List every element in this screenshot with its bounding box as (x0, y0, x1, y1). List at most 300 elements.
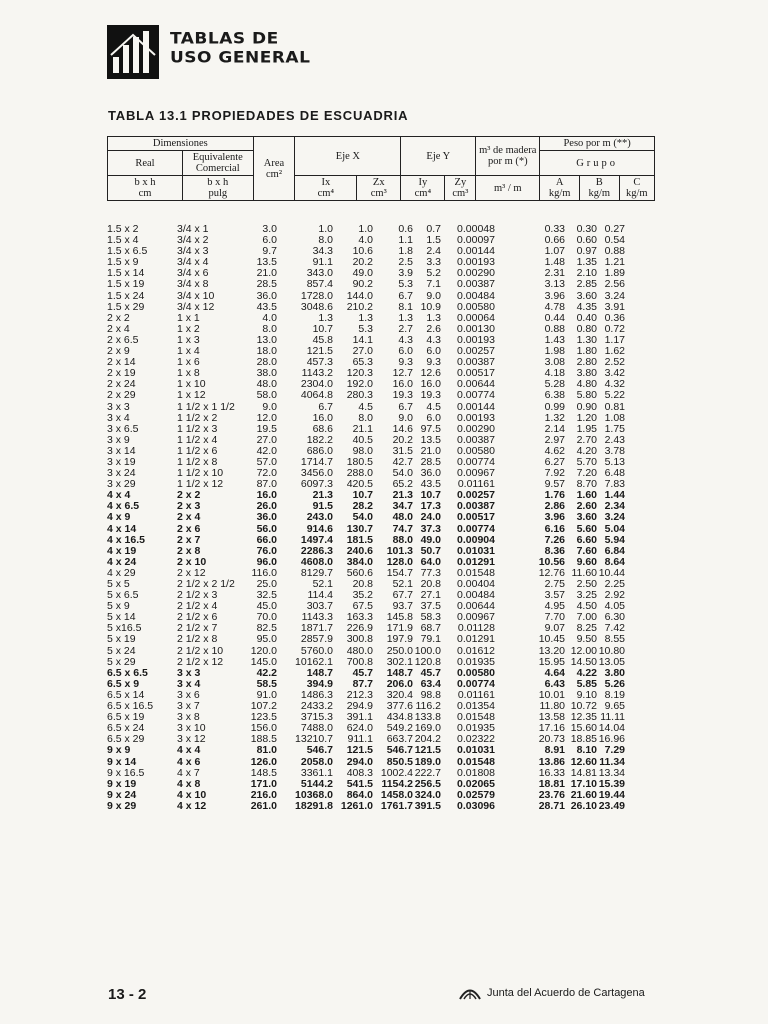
cell-equivalente: 1 1/2 x 6 (177, 444, 218, 457)
cell-zx: 49.0 (352, 267, 373, 280)
cell-peso-c: 5.22 (604, 389, 625, 402)
cell-peso-a: 10.01 (538, 688, 565, 701)
cell-zy: 1.3 (426, 311, 441, 324)
cell-gap (495, 224, 531, 235)
cell-area: 36.0 (256, 289, 277, 302)
cell-equivalente: 2 x 6 (177, 522, 201, 535)
cell-m3: 0.00144 (457, 245, 495, 258)
cell-peso-b: 1.60 (576, 489, 597, 502)
cell-gap (495, 324, 531, 335)
cell-equivalente: 3/4 x 10 (177, 289, 215, 302)
cell-ix: 1486.3 (300, 688, 333, 701)
cell-iy: 154.7 (386, 566, 413, 579)
cell-peso-b: 10.72 (570, 700, 597, 713)
cell-peso-b: 8.25 (576, 622, 597, 635)
cell-iy: 2.5 (398, 256, 413, 269)
cell-m3: 0.00580 (457, 444, 495, 457)
cell-m3: 0.00644 (457, 378, 495, 391)
cell-m3: 0.00257 (457, 345, 495, 358)
cell-ix: 45.8 (312, 333, 333, 346)
cell-zx: 10.7 (352, 489, 373, 502)
cell-gap (495, 601, 531, 612)
cell-equivalente: 1 1/2 x 1 1/2 (177, 400, 235, 413)
cell-peso-a: 15.95 (538, 655, 565, 668)
cell-zy: 3.3 (426, 256, 441, 269)
cell-area: 72.0 (256, 467, 277, 480)
header-real-unit-1: b x h (134, 177, 156, 188)
cell-peso-b: 1.80 (576, 345, 597, 358)
cell-equivalente: 4 x 7 (177, 766, 200, 779)
cell-area: 66.0 (256, 533, 277, 546)
cell-gap (495, 679, 531, 690)
cell-peso-a: 7.70 (544, 611, 565, 624)
cell-zy: 36.0 (420, 467, 441, 480)
cell-equivalente: 4 x 6 (177, 755, 201, 768)
cell-gap (495, 402, 531, 413)
cell-real: 1.5 x 2 (107, 223, 139, 235)
cell-m3: 0.00774 (457, 455, 495, 468)
cell-peso-a: 8.36 (544, 544, 565, 557)
cell-equivalente: 4 x 12 (177, 799, 207, 812)
cell-area: 6.0 (262, 234, 277, 247)
cell-peso-a: 23.76 (538, 788, 565, 801)
cell-peso-b: 0.30 (576, 223, 597, 235)
cell-gap (495, 335, 531, 346)
header-area-unit: cm² (266, 168, 282, 180)
cell-zy: 189.0 (414, 755, 441, 768)
cell-peso-b: 26.10 (570, 799, 597, 812)
cell-peso-a: 2.86 (544, 500, 565, 513)
cell-real: 6.5 x 29 (107, 733, 145, 746)
cell-iy: 52.1 (392, 578, 413, 590)
cell-area: 36.0 (256, 511, 277, 524)
cell-peso-a: 3.96 (544, 289, 565, 302)
cell-area: 28.5 (256, 278, 277, 291)
cell-zx: 560.6 (346, 566, 373, 579)
header-real-unit (108, 176, 183, 201)
cell-zx: 911.1 (347, 733, 373, 746)
cell-m3: 0.00290 (457, 422, 495, 435)
cell-ix: 8129.7 (300, 566, 333, 579)
cell-peso-a: 2.75 (544, 578, 565, 590)
cell-m3: 0.01935 (457, 722, 495, 735)
cell-ix: 114.4 (307, 589, 333, 602)
cell-peso-c: 0.27 (604, 223, 625, 235)
cell-peso-b: 0.97 (576, 245, 597, 258)
cell-zy: 19.3 (420, 389, 441, 402)
cell-zx: 27.0 (352, 345, 373, 358)
cell-equivalente: 3 x 10 (177, 722, 206, 735)
cell-peso-b: 5.85 (576, 677, 597, 690)
header-equiv-unit-1: b x h (207, 177, 229, 188)
cell-zx: 294.0 (346, 755, 373, 768)
cell-zy: 17.3 (420, 500, 441, 513)
header-iy-label: Iy (418, 177, 428, 188)
cell-zx: 180.5 (346, 455, 373, 468)
cell-peso-b: 3.60 (576, 511, 597, 524)
page-number: 13 - 2 (108, 986, 147, 1003)
cell-zy: 9.0 (426, 289, 441, 302)
cell-m3: 0.00387 (457, 500, 495, 513)
header-ix-unit: cm⁴ (317, 188, 335, 199)
cell-iy: 302.1 (386, 655, 413, 668)
cell-m3: 0.01291 (457, 633, 495, 646)
cell-zy: 5.2 (426, 267, 441, 280)
header-equiv-unit-2: pulg (208, 188, 228, 199)
cell-gap (495, 524, 531, 535)
cell-peso-b: 12.60 (570, 755, 597, 768)
cell-gap (495, 634, 531, 645)
header-real-unit-2: cm (138, 188, 152, 199)
cell-peso-b: 0.80 (576, 322, 597, 335)
cell-equivalente: 2 1/2 x 6 (177, 611, 218, 624)
cell-peso-b: 8.10 (576, 744, 597, 757)
cell-zy: 222.7 (414, 766, 441, 779)
table-row (107, 801, 655, 812)
cell-peso-c: 3.78 (604, 444, 625, 457)
cell-equivalente: 3/4 x 1 (177, 223, 209, 235)
cell-gap (495, 590, 531, 601)
cell-ix: 6.7 (318, 400, 333, 413)
cell-gap (495, 424, 531, 435)
cell-peso-a: 1.76 (544, 489, 565, 502)
cell-zx: 35.2 (352, 589, 373, 602)
cell-m3: 0.00064 (457, 311, 495, 324)
cell-equivalente: 2 x 10 (177, 555, 207, 568)
cell-real: 4 x 19 (107, 544, 137, 557)
cell-gap (495, 390, 531, 401)
cell-iy: 14.6 (392, 422, 413, 435)
cell-real: 9 x 19 (107, 777, 137, 790)
cell-iy: 20.2 (392, 433, 413, 446)
cell-real: 3 x 9 (107, 433, 130, 446)
cell-peso-a: 1.48 (544, 256, 565, 269)
cell-peso-b: 14.81 (570, 766, 597, 779)
cell-peso-c: 1.21 (604, 256, 625, 269)
cell-zy: 37.5 (420, 600, 441, 613)
cell-peso-a: 3.08 (544, 356, 565, 369)
cell-ix: 5760.0 (300, 644, 333, 657)
cell-area: 145.0 (250, 655, 277, 668)
cell-peso-b: 3.60 (576, 289, 597, 302)
header-zx-label: Zx (372, 177, 385, 188)
cell-peso-c: 3.80 (604, 666, 625, 679)
cell-peso-a: 2.97 (544, 433, 565, 446)
cell-iy: 0.6 (398, 223, 413, 235)
cell-zx: 700.8 (346, 655, 373, 668)
cell-zy: 2.4 (426, 245, 441, 258)
cell-zy: 6.0 (426, 411, 441, 424)
table-row (107, 279, 655, 290)
cell-zy: 49.0 (420, 533, 441, 546)
cell-peso-c: 8.19 (604, 688, 625, 701)
cell-real: 2 x 24 (107, 378, 136, 391)
cell-real: 1.5 x 9 (107, 256, 139, 269)
cell-peso-a: 16.33 (538, 766, 565, 779)
cell-equivalente: 2 x 12 (177, 566, 206, 579)
cell-real: 4 x 6.5 (107, 500, 140, 513)
cell-peso-a: 4.78 (544, 300, 565, 313)
cell-zx: 226.9 (346, 622, 373, 635)
cell-iy: 128.0 (386, 555, 413, 568)
cell-peso-c: 8.64 (604, 555, 625, 568)
cell-iy: 549.2 (386, 722, 413, 735)
cell-equivalente: 2 1/2 x 4 (177, 600, 218, 613)
cell-peso-b: 21.60 (570, 788, 597, 801)
cell-gap (495, 257, 531, 268)
cell-iy: 206.0 (386, 677, 413, 690)
cell-m3: 0.00097 (457, 234, 495, 247)
cell-iy: 1761.7 (380, 799, 413, 812)
cell-ix: 3048.6 (300, 300, 333, 313)
cell-area: 27.0 (256, 433, 277, 446)
cell-zy: 79.1 (420, 633, 441, 646)
cell-iy: 148.7 (386, 666, 413, 679)
header-eje-y: Eje Y (401, 137, 476, 176)
cell-real: 5 x 5 (107, 578, 130, 590)
cell-zx: 1.0 (358, 223, 373, 235)
cell-m3: 0.00580 (457, 666, 495, 679)
cell-peso-a: 7.92 (544, 467, 565, 480)
cell-zy: 24.0 (420, 511, 441, 524)
cell-equivalente: 2 x 7 (177, 533, 201, 546)
cell-m3: 0.01128 (457, 622, 495, 635)
cell-peso-c: 1.75 (604, 422, 625, 435)
cell-peso-a: 7.26 (544, 533, 565, 546)
cell-area: 8.0 (262, 322, 277, 335)
cell-real: 4 x 9 (107, 511, 131, 524)
cell-ix: 1143.3 (301, 611, 333, 624)
cell-peso-b: 1.35 (576, 256, 597, 269)
cell-peso-c: 2.34 (604, 500, 625, 513)
cell-zx: 391.1 (346, 711, 373, 724)
cell-zy: 9.3 (426, 356, 441, 369)
header-c-label: C (633, 177, 641, 188)
cell-equivalente: 4 x 4 (177, 744, 201, 757)
cell-real: 4 x 4 (107, 489, 131, 502)
cell-ix: 68.6 (312, 422, 333, 435)
cell-peso-c: 1.44 (604, 489, 625, 502)
cell-gap (495, 668, 531, 679)
cell-real: 4 x 24 (107, 555, 137, 568)
cell-area: 21.0 (256, 267, 277, 280)
cell-ix: 6097.3 (300, 478, 333, 491)
cell-peso-b: 4.22 (576, 666, 597, 679)
cell-zy: 10.7 (420, 489, 441, 502)
cell-real: 5 x 29 (107, 655, 136, 668)
cell-peso-b: 5.60 (576, 522, 597, 535)
cell-ix: 2286.3 (300, 544, 333, 557)
cell-m3: 0.00517 (457, 511, 495, 524)
cell-peso-c: 14.04 (598, 722, 625, 735)
cell-zy: 2.6 (426, 322, 441, 335)
cell-peso-b: 2.60 (576, 500, 597, 513)
header-iy (401, 176, 445, 201)
cell-zy: 204.2 (414, 733, 441, 746)
cell-m3: 0.00404 (457, 578, 495, 590)
cell-ix: 21.3 (312, 489, 333, 502)
cell-peso-c: 2.92 (604, 589, 625, 602)
header-zx (357, 176, 401, 201)
cell-peso-c: 5.04 (604, 522, 625, 535)
cell-peso-c: 2.25 (604, 578, 625, 590)
cell-area: 13.0 (256, 333, 277, 346)
cell-equivalente: 1 1/2 x 4 (177, 433, 218, 446)
cell-real: 9 x 14 (107, 755, 137, 768)
cell-peso-b: 2.80 (576, 356, 597, 369)
cell-peso-b: 9.50 (576, 633, 597, 646)
cell-m3: 0.01935 (457, 655, 495, 668)
table-row (107, 646, 655, 657)
cell-peso-a: 6.43 (544, 677, 565, 690)
cell-peso-a: 1.98 (544, 345, 565, 358)
cell-ix: 2304.0 (300, 378, 333, 391)
cell-iy: 663.7 (386, 733, 413, 746)
cell-ix: 52.1 (312, 578, 333, 590)
cell-ix: 1.3 (318, 311, 333, 324)
cell-peso-b: 15.60 (570, 722, 597, 735)
header-b-unit: kg/m (588, 188, 611, 199)
cell-peso-a: 20.73 (538, 733, 565, 746)
cell-iy: 145.8 (386, 611, 413, 624)
cell-iy: 19.3 (392, 389, 413, 402)
cell-gap (495, 246, 531, 257)
cell-ix: 13210.7 (295, 733, 333, 746)
cell-equivalente: 4 x 10 (177, 788, 207, 801)
cell-area: 19.5 (256, 422, 277, 435)
cell-zy: 116.2 (415, 700, 441, 713)
cell-peso-a: 0.44 (544, 311, 565, 324)
cell-area: 126.0 (250, 755, 277, 768)
cell-peso-b: 1.95 (576, 422, 597, 435)
cell-zx: 20.2 (352, 256, 373, 269)
table-header (107, 136, 655, 232)
cell-area: 58.0 (256, 389, 277, 402)
cell-real: 4 x 14 (107, 522, 137, 535)
cell-ix: 914.6 (306, 522, 333, 535)
table-row (107, 524, 655, 535)
cell-zx: 210.2 (346, 300, 373, 313)
cell-gap (495, 646, 531, 657)
cell-m3: 0.00290 (457, 267, 495, 280)
cell-peso-a: 2.14 (544, 422, 565, 435)
cell-equivalente: 1 x 1 (177, 311, 200, 324)
header-dimensiones: Dimensiones (108, 137, 254, 151)
cell-peso-b: 2.85 (576, 278, 597, 291)
cell-zx: 294.9 (346, 700, 373, 713)
cell-zx: 28.2 (352, 500, 373, 513)
header-c (619, 176, 654, 201)
cell-m3: 0.01031 (457, 744, 495, 757)
cell-area: 76.0 (256, 544, 277, 557)
cell-iy: 1002.4 (380, 766, 413, 779)
cell-m3: 0.00484 (457, 589, 495, 602)
cell-iy: 9.3 (398, 356, 413, 369)
cell-gap (495, 612, 531, 623)
cell-ix: 8.0 (318, 234, 333, 247)
cell-real: 1.5 x 24 (107, 289, 145, 302)
cell-zy: 4.5 (426, 400, 441, 413)
cell-peso-b: 2.70 (576, 433, 597, 446)
cell-peso-b: 12.35 (570, 711, 597, 724)
cell-real: 4 x 29 (107, 566, 136, 579)
cell-peso-b: 5.80 (576, 389, 597, 402)
cell-equivalente: 2 x 2 (177, 489, 201, 502)
cell-peso-b: 4.35 (576, 300, 597, 313)
cell-area: 116.0 (251, 566, 277, 579)
header-area (253, 137, 295, 201)
header-zy-unit: cm³ (452, 188, 469, 199)
cell-zx: 144.0 (346, 289, 373, 302)
cell-zx: 54.0 (352, 511, 373, 524)
cell-peso-b: 18.85 (570, 733, 597, 746)
cell-ix: 1.0 (318, 223, 333, 235)
cell-ix: 182.2 (306, 433, 333, 446)
header-equivalente: Equivalente Comercial (182, 151, 253, 176)
cell-gap (495, 446, 531, 457)
cell-gap (495, 623, 531, 634)
header-grupo: Grupo (540, 151, 655, 176)
cell-gap (495, 479, 531, 490)
cell-ix: 91.1 (312, 256, 333, 269)
cell-equivalente: 2 1/2 x 2 1/2 (177, 578, 235, 590)
cell-peso-c: 6.30 (604, 611, 625, 624)
header-area-label: Area (263, 157, 285, 169)
header-ix (295, 176, 357, 201)
cell-iy: 101.3 (386, 544, 413, 557)
cell-equivalente: 3 x 7 (177, 700, 200, 713)
cell-peso-c: 0.72 (604, 322, 625, 335)
cell-zy: 0.7 (426, 223, 441, 235)
cell-ix: 243.0 (306, 511, 333, 524)
cell-peso-c: 23.49 (598, 799, 625, 812)
cell-peso-a: 3.96 (544, 511, 565, 524)
cell-area: 82.5 (256, 622, 277, 635)
cell-m3: 0.00387 (457, 356, 495, 369)
cell-peso-c: 3.24 (604, 289, 625, 302)
cell-peso-b: 12.00 (570, 644, 597, 657)
cell-zx: 20.8 (352, 578, 373, 590)
cell-peso-c: 3.91 (604, 300, 625, 313)
cell-zx: 288.0 (346, 467, 373, 480)
cell-peso-a: 3.13 (544, 278, 565, 291)
cell-peso-a: 1.32 (544, 411, 565, 424)
cell-equivalente: 1 x 4 (177, 345, 200, 358)
cell-gap (495, 745, 531, 756)
cell-zy: 324.0 (414, 788, 441, 801)
cell-real: 2 x 2 (107, 311, 130, 324)
cell-ix: 546.7 (306, 744, 333, 757)
cell-peso-a: 10.56 (538, 555, 565, 568)
cell-peso-c: 5.94 (604, 533, 625, 546)
cell-peso-c: 11.34 (599, 755, 625, 768)
cell-equivalente: 3/4 x 3 (177, 245, 209, 258)
cell-equivalente: 3 x 3 (177, 666, 201, 679)
cell-m3: 0.00774 (457, 389, 495, 402)
cell-zy: 77.3 (420, 566, 441, 579)
cell-ix: 457.3 (306, 356, 333, 369)
cell-iy: 88.0 (392, 533, 413, 546)
cell-iy: 42.7 (392, 455, 413, 468)
cell-peso-b: 6.60 (576, 533, 597, 546)
cell-real: 9 x 24 (107, 788, 137, 801)
cell-zx: 8.0 (358, 411, 373, 424)
cell-peso-a: 11.80 (539, 700, 565, 713)
cell-m3: 0.00967 (457, 611, 495, 624)
cell-zx: 1261.0 (340, 799, 373, 812)
cell-zy: 120.8 (414, 655, 441, 668)
cell-equivalente: 2 x 4 (177, 511, 201, 524)
